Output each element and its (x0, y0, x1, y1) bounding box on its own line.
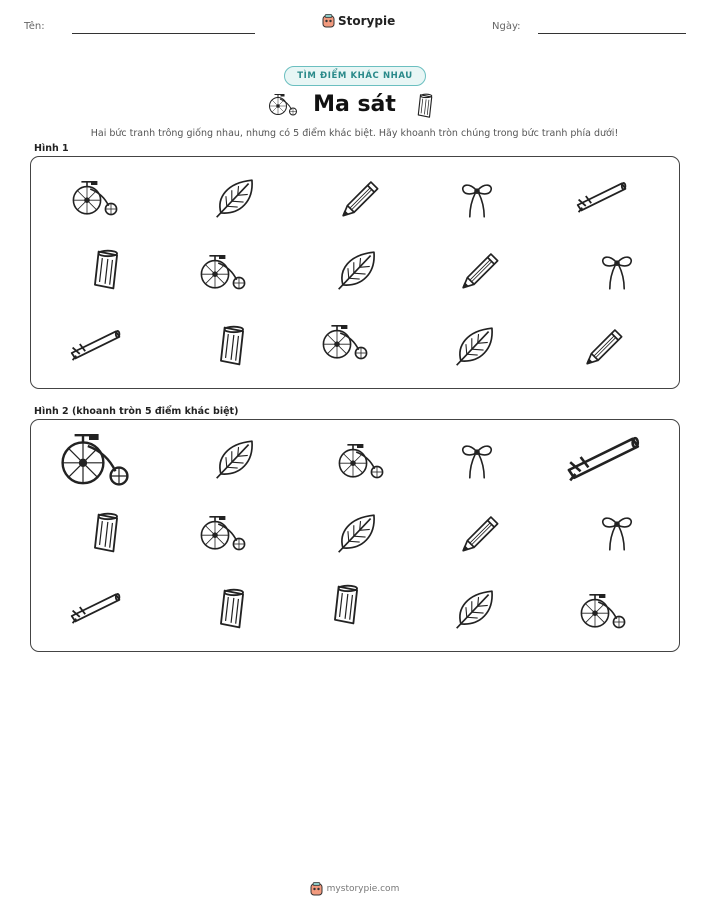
bow-icon[interactable] (597, 512, 637, 554)
stick-icon[interactable] (69, 325, 123, 363)
picture1-panel (30, 156, 680, 389)
bicycle-icon[interactable] (59, 428, 131, 488)
leaf-icon[interactable] (215, 436, 257, 480)
brand-logo (322, 14, 395, 28)
pencil-icon[interactable] (339, 175, 381, 221)
bicycle-icon[interactable] (337, 440, 385, 480)
bicycle-icon[interactable] (199, 512, 247, 552)
bow-icon[interactable] (597, 251, 637, 293)
storypie-mascot-icon (310, 882, 323, 896)
stick-icon[interactable] (565, 430, 643, 484)
activity-badge: TÌM ĐIỂM KHÁC NHAU (284, 66, 426, 86)
wood-log-icon[interactable] (213, 586, 251, 632)
bicycle-icon[interactable] (321, 321, 369, 361)
date-field[interactable] (538, 33, 686, 34)
leaf-icon[interactable] (337, 510, 379, 554)
wood-log-icon[interactable] (327, 582, 365, 628)
leaf-icon[interactable] (455, 323, 497, 367)
page-title: Ma sát (313, 92, 396, 117)
wood-log-icon[interactable] (87, 510, 125, 556)
leaf-icon[interactable] (337, 247, 379, 291)
storypie-mascot-icon (322, 14, 335, 28)
stick-icon[interactable] (575, 177, 629, 215)
leaf-icon[interactable] (215, 175, 257, 219)
leaf-icon[interactable] (455, 586, 497, 630)
wood-log-icon (413, 92, 437, 120)
picture2-label: Hình 2 (khoanh tròn 5 điểm khác biệt) (34, 406, 239, 417)
bicycle-icon[interactable] (199, 251, 247, 291)
picture1-label: Hình 1 (34, 143, 69, 154)
wood-log-icon[interactable] (213, 323, 251, 369)
name-field[interactable] (72, 33, 255, 34)
bicycle-icon[interactable] (579, 590, 627, 630)
pencil-icon[interactable] (459, 247, 501, 293)
brand-name: Storypie (338, 14, 396, 28)
bow-icon[interactable] (457, 440, 497, 482)
name-label: Tên: (24, 21, 45, 32)
pencil-icon[interactable] (583, 323, 625, 369)
bow-icon[interactable] (457, 179, 497, 221)
stick-icon[interactable] (69, 588, 123, 626)
instructions: Hai bức tranh trông giống nhau, nhưng có 5 điểm khác biệt. Hãy khoanh tròn chúng trong bức tranh phía dưới! (90, 128, 619, 139)
picture2-panel (30, 419, 680, 652)
pencil-icon[interactable] (459, 510, 501, 556)
date-label: Ngày: (492, 21, 521, 32)
wood-log-icon[interactable] (87, 247, 125, 293)
footer (0, 882, 709, 896)
footer-link[interactable]: mystorypie.com (326, 884, 400, 894)
bicycle-icon[interactable] (71, 177, 119, 217)
